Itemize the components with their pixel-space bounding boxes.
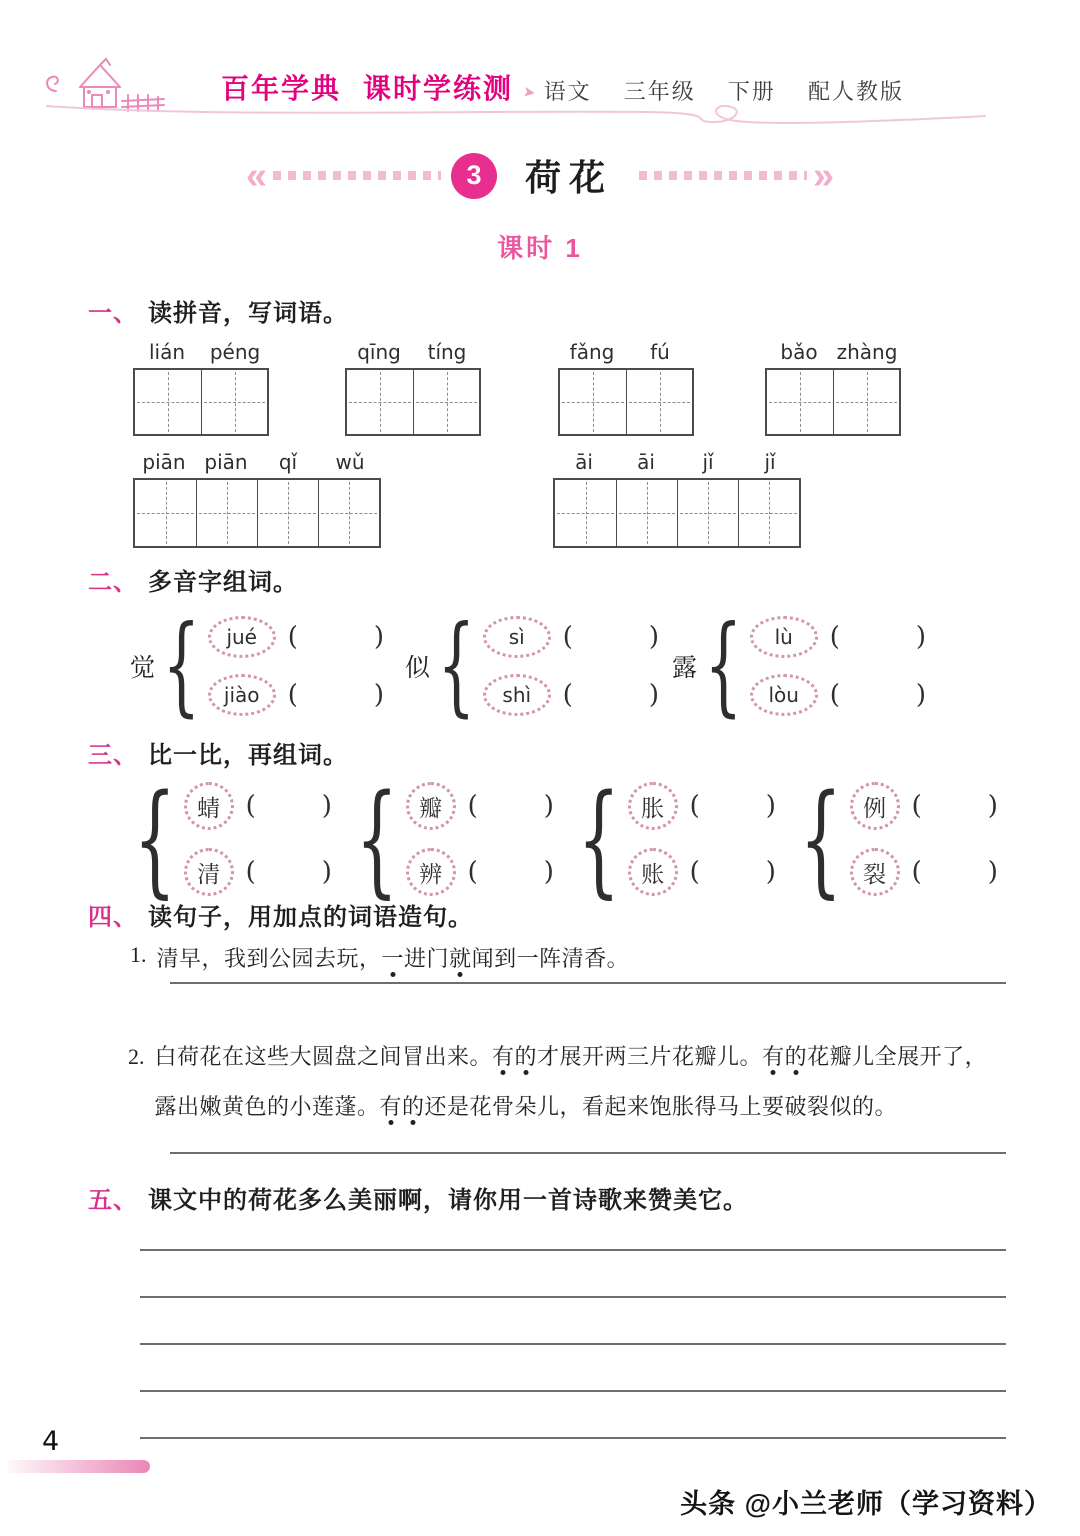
pinyin-syllable: zhàng [836, 340, 898, 364]
example-sentence-1: 1. 清早，我到公园去玩，一进门就闻到一阵清香。 [130, 942, 630, 971]
answer-line [140, 1296, 1006, 1298]
writing-cell [555, 480, 616, 546]
pinyin-syllable: tíng [427, 340, 467, 364]
right-chevrons-icon: » [813, 154, 835, 197]
compare-pair-group: { 例 ( ) 裂 ( ) [799, 768, 998, 910]
brace: { [577, 768, 621, 910]
pinyin-syllable: fú [650, 340, 670, 364]
character-pill: 清 [184, 848, 234, 896]
pinyin-word-group [133, 450, 381, 548]
emphasized-word: 就 [449, 946, 472, 971]
pinyin-syllable: qǐ [278, 450, 298, 474]
section-2-label: 二、 [88, 569, 138, 596]
polyphone-character: 觉 [130, 654, 156, 682]
reading-pill: jiào [208, 674, 276, 716]
writing-cell [616, 480, 677, 546]
lesson-number-badge: 3 [451, 153, 497, 199]
volume-label: 下册 [727, 78, 776, 104]
section-4-heading: 四、 读句子，用加点的词语造句。 [88, 904, 473, 931]
answer-line [140, 1249, 1006, 1251]
pinyin-syllable: āi [637, 450, 655, 474]
brand-product: 课时学练测 [363, 73, 514, 104]
emphasized-word: 有 [762, 1044, 785, 1069]
writing-cell [413, 370, 479, 434]
pinyin-syllable: péng [209, 340, 261, 364]
writing-cell [318, 480, 379, 546]
section-5-heading: 五、 课文中的荷花多么美丽啊，请你用一首诗歌来赞美它。 [88, 1187, 748, 1214]
character-pill: 辨 [406, 848, 456, 896]
writing-cell [196, 480, 257, 546]
pinyin-syllable: lián [148, 340, 186, 364]
header-flourish-line [46, 96, 1026, 130]
pinyin-syllable: qīng [357, 340, 401, 364]
section-2-heading: 二、 多音字组词。 [88, 569, 298, 596]
pinyin-syllable: piān [204, 450, 248, 474]
character-pill: 例 [850, 782, 900, 830]
section-5-label: 五、 [88, 1187, 138, 1214]
polyphone-group: 觉 { jué ( ) jiào ( ) [130, 603, 385, 728]
character-pill: 账 [628, 848, 678, 896]
pinyin-syllable: jǐ [702, 450, 714, 474]
page-number-bar [8, 1460, 150, 1473]
section-1-heading: 一、 读拼音，写词语。 [88, 300, 348, 327]
writing-grid [553, 478, 801, 548]
polyphone-character: 似 [405, 654, 431, 682]
reading-pill: lòu [750, 674, 818, 716]
edition-label: 配人教版 [808, 78, 905, 104]
reading-pill: jué [208, 616, 276, 658]
section-1-label: 一、 [88, 300, 138, 327]
answer-line [140, 1343, 1006, 1345]
watermark-text: 头条 @小兰老师（学习资料） [680, 1489, 1052, 1519]
subject-label: 语文 [543, 78, 592, 104]
polyphone-group: 露 { lù ( ) lòu ( ) [672, 603, 927, 728]
brace: { [162, 603, 201, 728]
pinyin-syllable: āi [575, 450, 593, 474]
writing-cell [767, 370, 833, 434]
brace: { [355, 768, 399, 910]
character-pill: 瓣 [406, 782, 456, 830]
item-number: 1. [130, 942, 147, 967]
pinyin-word-group [345, 340, 481, 436]
reading-pill: sì [483, 616, 551, 658]
emphasized-word: 的 [514, 1044, 538, 1069]
brace: { [437, 603, 476, 728]
answer-line [140, 1437, 1006, 1439]
writing-cell [626, 370, 692, 434]
writing-cell [677, 480, 738, 546]
answer-line [170, 1152, 1006, 1154]
emphasized-word: 的 [402, 1094, 425, 1119]
pinyin-word-group [133, 340, 269, 436]
character-pill: 裂 [850, 848, 900, 896]
writing-grid [133, 368, 269, 436]
pinyin-syllable: bǎo [780, 340, 818, 364]
item-number: 2. [128, 1044, 145, 1069]
compare-pair-group: { 蜻 ( ) 清 ( ) [133, 768, 332, 910]
writing-cell [833, 370, 899, 434]
section-3-label: 三、 [88, 742, 138, 769]
pen-nib-icon: ➤ [521, 83, 537, 102]
example-sentence-2: 2. 白荷花在这些大圆盘之间冒出来。有的才展开两三片花瓣儿。有的花瓣儿全展开了，露出嫩黄色的小莲蓬。有的还是花骨朵儿，看起来饱胀得马上要破裂似的。 [128, 1032, 1007, 1132]
brand-series: 百年学典 [221, 73, 342, 104]
section-3-heading: 三、 比一比，再组词。 [88, 742, 348, 769]
emphasized-word: 有 [379, 1094, 403, 1119]
writing-cell [560, 370, 626, 434]
section-4-label: 四、 [88, 904, 138, 931]
brace: { [704, 603, 743, 728]
emphasized-word: 的 [784, 1044, 808, 1069]
lesson-title: 荷花 [524, 157, 613, 198]
writing-grid [345, 368, 481, 436]
writing-cell [135, 480, 196, 546]
pinyin-word-group [558, 340, 694, 436]
dotted-line-left [273, 171, 441, 180]
emphasized-word: 一 [381, 946, 405, 971]
page-number: 4 [42, 1426, 60, 1457]
pinyin-syllable: piān [142, 450, 186, 474]
lesson-title-row [0, 150, 1080, 201]
writing-cell [738, 480, 799, 546]
writing-cell [347, 370, 413, 434]
grade-label: 三年级 [623, 78, 696, 104]
pinyin-syllable: jǐ [764, 450, 776, 474]
left-chevrons-icon: « [245, 154, 267, 197]
answer-line [140, 1390, 1006, 1392]
brace: { [799, 768, 843, 910]
writing-cell [257, 480, 318, 546]
dotted-line-right [639, 171, 807, 180]
emphasized-word: 有 [492, 1044, 515, 1069]
polyphone-character: 露 [672, 654, 698, 682]
pinyin-syllable: wǔ [335, 450, 365, 474]
pinyin-word-group [765, 340, 901, 436]
session-heading: 课时 1 [497, 233, 583, 263]
reading-pill: lù [750, 616, 818, 658]
writing-cell [135, 370, 201, 434]
brace: { [133, 768, 177, 910]
compare-pair-group: { 瓣 ( ) 辨 ( ) [355, 768, 554, 910]
character-pill: 胀 [628, 782, 678, 830]
answer-line [170, 982, 1006, 984]
pinyin-syllable: fǎng [569, 340, 615, 364]
writing-grid [133, 478, 381, 548]
reading-pill: shì [483, 674, 551, 716]
pinyin-word-group [553, 450, 801, 548]
writing-grid [765, 368, 901, 436]
compare-pair-group: { 胀 ( ) 账 ( ) [577, 768, 776, 910]
writing-cell [201, 370, 267, 434]
polyphone-group: 似 { sì ( ) shì ( ) [405, 603, 660, 728]
character-pill: 蜻 [184, 782, 234, 830]
writing-grid [558, 368, 694, 436]
